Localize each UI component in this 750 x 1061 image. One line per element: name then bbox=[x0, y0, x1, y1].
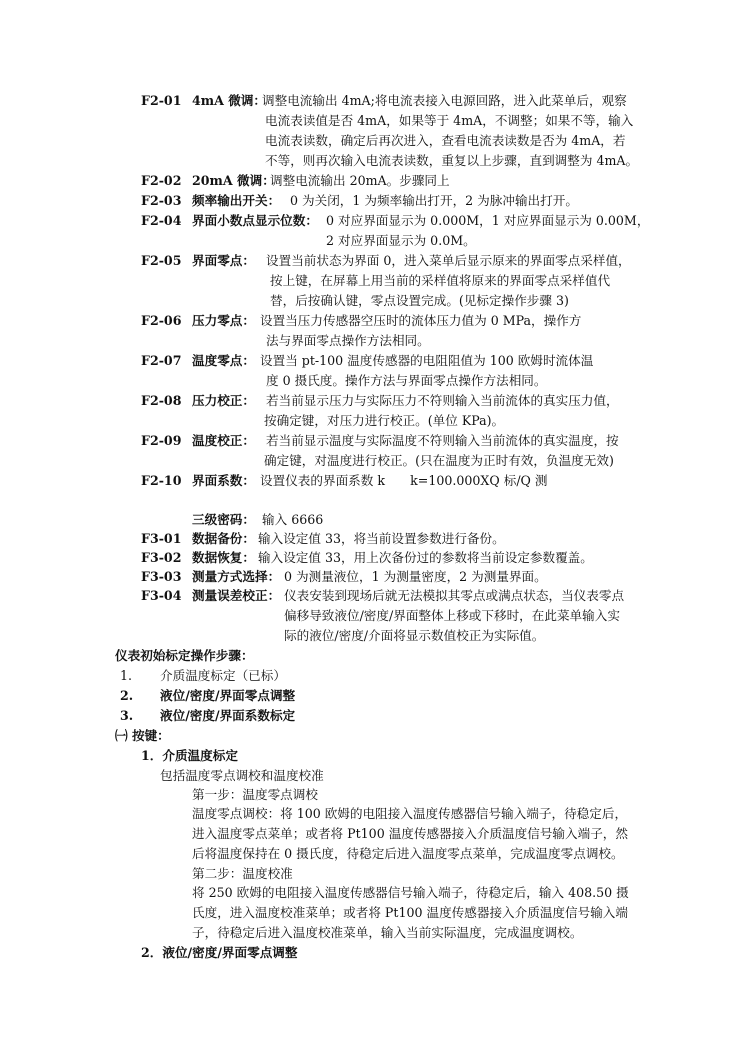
param-code: F3-01 bbox=[141, 531, 182, 546]
sub-step-line: 氏度，进入温度校准菜单；或者将 Pt100 温度传感器接入介质温度信号输入端 bbox=[192, 905, 628, 920]
param-label: 温度校正： bbox=[192, 433, 255, 448]
param-label: 20mA 微调： bbox=[192, 173, 275, 188]
param-desc-line: 0 为关闭，1 为频率输出打开，2 为脉冲输出打开。 bbox=[290, 193, 578, 208]
param-desc-line: 调整电流输出 4mA;将电流表接入电源回路，进入此菜单后，观察 bbox=[262, 93, 627, 108]
param-desc-line: 0 对应界面显示为 0.000M，1 对应界面显示为 0.00M， bbox=[326, 213, 650, 228]
sub-step-title: 第二步：温度校准 bbox=[192, 866, 293, 881]
param-desc-line: 设置当压力传感器空压时的流体压力值为 0 MPa，操作方 bbox=[260, 313, 582, 328]
param-label: 测量方式选择： bbox=[192, 569, 281, 584]
param-desc-line: 若当前显示压力与实际压力不符则输入当前流体的真实压力值， bbox=[266, 393, 619, 408]
param-label: 压力校正： bbox=[192, 393, 255, 408]
param-desc-line: 输入设定值 33，将当前设置参数进行备份。 bbox=[258, 531, 505, 546]
step-text: 介质温度标定（已标） bbox=[160, 668, 286, 683]
sub-step-line: 温度零点调校：将 100 欧姆的电阻接入温度传感器信号输入端子，待稳定后， bbox=[192, 806, 628, 821]
param-code: F2-01 bbox=[141, 93, 182, 108]
param-desc-line: 替，后按确认键，零点设置完成。(见标定操作步骤 3) bbox=[270, 293, 569, 308]
param-desc-line: 设置仪表的界面系数 k k=100.000XQ 标/Q 测 bbox=[260, 473, 548, 488]
sub-step-title: 第一步：温度零点调校 bbox=[192, 787, 318, 802]
param-label: 4mA 微调： bbox=[192, 93, 267, 108]
param-label: 界面零点： bbox=[192, 253, 255, 268]
param-code: F2-04 bbox=[141, 213, 182, 228]
param-label: 界面系数： bbox=[192, 473, 255, 488]
param-code: F2-09 bbox=[141, 433, 182, 448]
param-desc-line: 输入设定值 33，用上次备份过的参数将当前设定参数覆盖。 bbox=[258, 550, 593, 565]
param-code: F2-05 bbox=[141, 253, 182, 268]
param-desc-line: 0 为测量液位，1 为测量密度，2 为测量界面。 bbox=[284, 569, 547, 584]
param-desc-line: 按上键，在屏幕上用当前的采样值将原来的界面零点采样值代 bbox=[270, 273, 611, 288]
param-label: 压力零点： bbox=[192, 313, 255, 328]
sub-step-line: 进入温度零点菜单；或者将 Pt100 温度传感器接入介质温度信号输入端子，然 bbox=[192, 826, 628, 841]
param-label: 界面小数点显示位数： bbox=[192, 213, 318, 228]
param-desc-line: 不等，则再次输入电流表读数，重复以上步骤，直到调整为 4mA。 bbox=[265, 153, 639, 168]
param-desc-line: 电流表读数，确定后再次进入，查看电流表读数是否为 4mA，若 bbox=[265, 133, 626, 148]
param-desc-line: 设置当前状态为界面 0，进入菜单后显示原来的界面零点采样值， bbox=[266, 253, 631, 268]
step-text: 液位/密度/界面零点调整 bbox=[160, 688, 296, 703]
step-number: 1. bbox=[120, 668, 133, 683]
param-code: F2-07 bbox=[141, 353, 182, 368]
param-desc-line: 设置当 pt-100 温度传感器的电阻阻值为 100 欧姆时流体温 bbox=[260, 353, 594, 368]
param-desc-line: 确定键，对温度进行校正。(只在温度为正时有效，负温度无效) bbox=[264, 453, 614, 468]
param-desc-line: 2 对应界面显示为 0.0M。 bbox=[326, 233, 476, 248]
step-text: 液位/密度/界面系数标定 bbox=[160, 708, 296, 723]
step-number: 2. bbox=[120, 688, 134, 703]
param-desc-line: 度 0 摄氏度。操作方法与界面零点操作方法相同。 bbox=[266, 373, 547, 388]
param-code: F2-08 bbox=[141, 393, 182, 408]
sub-step-line: 子，待稳定后进入温度校准菜单，输入当前实际温度，完成温度调校。 bbox=[192, 925, 583, 940]
param-desc-line: 调整电流输出 20mA。步骤同上 bbox=[270, 173, 450, 188]
keys-section-title: ㈠ 按键： bbox=[115, 728, 170, 743]
param-desc-line: 际的液位/密度/介面将显示数值校正为实际值。 bbox=[284, 628, 545, 643]
param-desc-line: 仪表安装到现场后就无法模拟其零点或满点状态，当仪表零点 bbox=[284, 588, 625, 603]
section-title: 2．液位/密度/界面零点调整 bbox=[141, 945, 298, 960]
param-code: F2-02 bbox=[141, 173, 182, 188]
sub-step-line: 将 250 欧姆的电阻接入温度传感器信号输入端子，待稳定后，输入 408.50 摄 bbox=[192, 885, 629, 900]
param-code: F3-04 bbox=[141, 588, 182, 603]
param-code: F2-03 bbox=[141, 193, 182, 208]
level3-password-value: 输入 6666 bbox=[262, 512, 324, 527]
param-code: F3-03 bbox=[141, 569, 182, 584]
param-desc-line: 电流表读值是否 4mA，如果等于 4mA，不调整；如果不等，输入 bbox=[265, 113, 634, 128]
param-label: 数据备份： bbox=[192, 531, 255, 546]
section-title: 1．介质温度标定 bbox=[141, 748, 238, 763]
calibration-heading: 仪表初始标定操作步骤： bbox=[115, 648, 254, 663]
step-number: 3. bbox=[120, 708, 134, 723]
param-desc-line: 按确定键，对压力进行校正。(单位 KPa)。 bbox=[264, 413, 505, 428]
section-intro: 包括温度零点调校和温度校准 bbox=[160, 768, 324, 783]
param-desc-line: 法与界面零点操作方法相同。 bbox=[266, 333, 430, 348]
param-code: F2-10 bbox=[141, 473, 182, 488]
sub-step-line: 后将温度保持在 0 摄氏度，待稳定后进入温度零点菜单，完成温度零点调校。 bbox=[192, 846, 624, 861]
param-label: 频率输出开关： bbox=[192, 193, 281, 208]
param-code: F2-06 bbox=[141, 313, 182, 328]
level3-password-label: 三级密码： bbox=[192, 512, 255, 527]
param-code: F3-02 bbox=[141, 550, 182, 565]
param-label: 温度零点： bbox=[192, 353, 255, 368]
param-desc-line: 偏移导致液位/密度/界面整体上移或下移时，在此菜单输入实 bbox=[284, 608, 620, 623]
param-label: 测量误差校正： bbox=[192, 588, 281, 603]
param-label: 数据恢复： bbox=[192, 550, 255, 565]
param-desc-line: 若当前显示温度与实际温度不符则输入当前流体的真实温度，按 bbox=[266, 433, 619, 448]
